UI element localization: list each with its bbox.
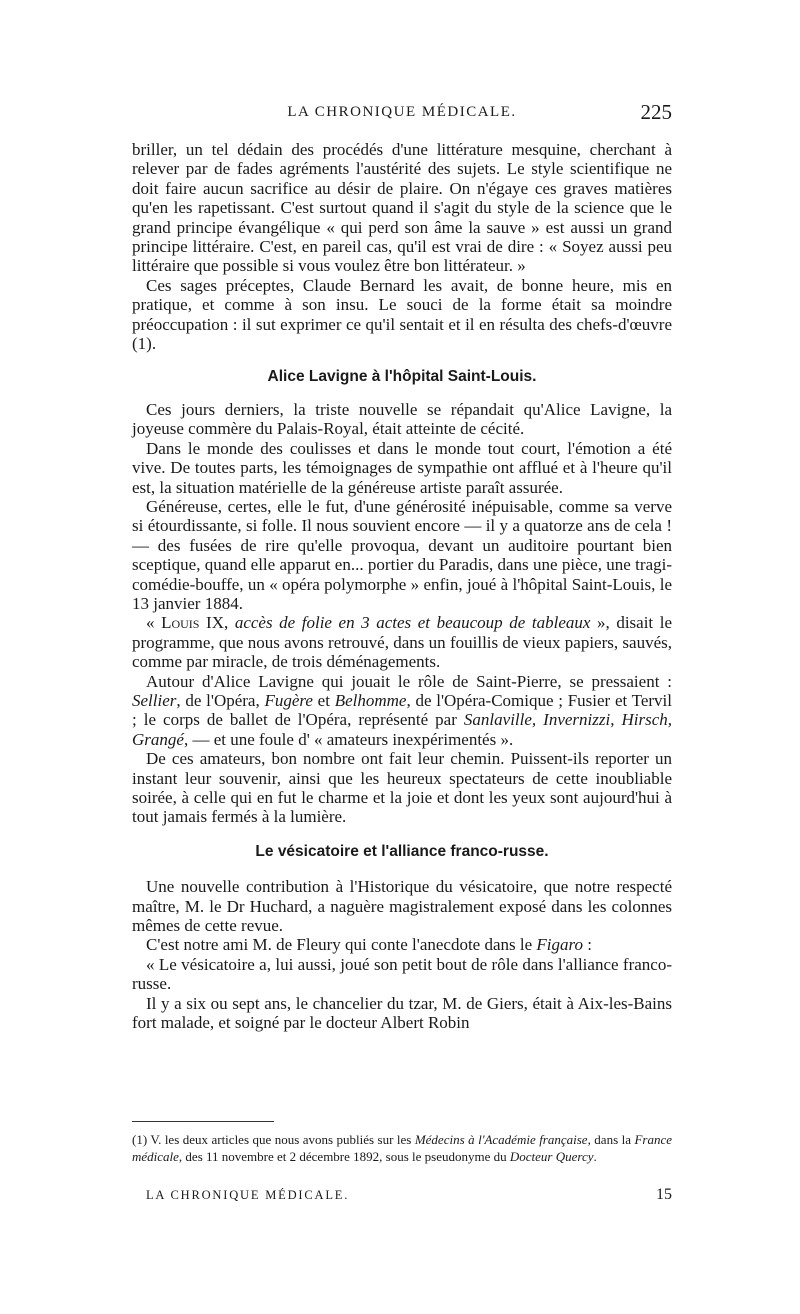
journal-title: LA CHRONIQUE MÉDICALE. <box>287 104 517 120</box>
running-footer <box>146 1188 672 1210</box>
paragraph <box>132 672 672 750</box>
paragraph <box>132 613 672 671</box>
footer-title: LA CHRONIQUE MÉDICALE. <box>146 1188 350 1202</box>
running-header <box>132 100 672 130</box>
text-run: , dans la <box>587 1132 635 1147</box>
text-run: (1) V. les deux articles que nous avons publiés sur les <box>132 1132 415 1147</box>
text-run: Belhomme <box>334 690 407 710</box>
text-run: , <box>223 613 235 633</box>
text-run: , — et une foule d' « amateurs inexpérimentés ». <box>183 729 514 749</box>
section-heading-vesicatoire: Le vésicatoire et l'alliance franco-russe. <box>255 842 549 860</box>
text-run: Docteur Quercy <box>509 1148 594 1164</box>
text-run: , des 11 novembre et 2 décembre 1892, sous le pseudonyme du <box>178 1148 510 1164</box>
text-run: Figaro <box>536 935 584 955</box>
paragraph: Généreuse, certes, elle le fut, d'une générosité inépuisable, comme sa verve si étourdissante, si folle. Il nous souvient encore — il y a quatorze ans de cela ! — des fusées de rire qu'elle provoqua, devant un auditoire pourtant bien sceptique, quand elle apparut en... portier du Paradis, dans une pièce, une tragi-comédie-bouffe, un « opéra polymorphe » enfin, joué à l'hôpital Saint-Louis, le 13 janvier 1884. <box>132 496 672 613</box>
text-run: », disait le programme, que nous avons retrouvé, dans un fouillis de vieux papiers, sauvés, comme par miracle, de trois déménagements. <box>132 613 672 672</box>
text-run: et <box>312 690 335 710</box>
text-run: . <box>593 1148 597 1164</box>
page-number: 225 <box>640 100 672 124</box>
article-body <box>132 140 672 1032</box>
paragraph: « Le vésicatoire a, lui aussi, joué son petit bout de rôle dans l'alliance franco-russe. <box>132 954 672 994</box>
text-run: accès de folie en 3 actes et beaucoup de tableaux <box>234 613 591 633</box>
text-run: Sanlaville, Invernizzi, Hirsch, Grangé <box>132 710 673 749</box>
text-run: , de l'Opéra, <box>176 690 265 710</box>
paragraph: Dans le monde des coulisses et dans le monde tout court, l'émotion a été vive. De toutes parts, les témoignages de sympathie ont afflué et à l'heure qu'il est, la situation matérielle de la généreuse artiste paraît assurée. <box>132 438 672 497</box>
footnote-divider <box>132 1121 274 1122</box>
section-heading-alice-lavigne: Alice Lavigne à l'hôpital Saint-Louis. <box>267 368 537 386</box>
text-run: Sellier <box>132 690 177 710</box>
paragraph: De ces amateurs, bon nombre ont fait leur chemin. Puissent-ils reporter un instant leur souvenir, ainsi que les heureux spectateurs de cette inoubliable soirée, à celle qui en fut le charme et la joie et dont les yeux sont aujourd'hui à tout jamais fermés à la lumière. <box>132 749 672 827</box>
signature-mark: 15 <box>656 1186 672 1203</box>
paragraph <box>132 935 672 954</box>
text-run: Autour d'Alice Lavigne qui jouait le rôle de Saint-Pierre, se pressaient : <box>146 671 672 691</box>
text-run: Louis IX <box>161 613 224 633</box>
text-run: « <box>146 613 162 633</box>
text-run: , de l'Opéra-Comique ; Fusier et Tervil ; le corps de ballet de l'Opéra, représenté par <box>132 690 672 730</box>
paragraph: Ces sages préceptes, Claude Bernard les avait, de bonne heure, mis en pratique, et comme à son insu. Le souci de la forme était sa moindre préoccupation : il sut exprimer ce qu'il sentait et il en résulta des chefs-d'œuvre (1). <box>132 275 672 354</box>
text-run: France médicale <box>132 1132 672 1164</box>
footnote <box>132 1132 672 1165</box>
paragraph: Ces jours derniers, la triste nouvelle se répandait qu'Alice Lavigne, la joyeuse commère du Palais-Royal, était atteinte de cécité. <box>132 399 672 439</box>
text-run: : <box>583 935 592 955</box>
text-run: Fugère <box>264 690 313 710</box>
text-run: C'est notre ami M. de Fleury qui conte l'anecdote dans le <box>146 935 537 955</box>
paragraph: Une nouvelle contribution à l'Historique du vésicatoire, que notre respecté maître, M. le Dr Huchard, a naguère magistralement exposé dans les colonnes mêmes de cette revue. <box>132 877 672 936</box>
paragraph: briller, un tel dédain des procédés d'une littérature mesquine, cherchant à relever par de fades agréments l'austérité des sujets. Le style scientifique ne doit faire aucun sacrifice au désir de plaire. On n'égaye ces graves matières qu'en les rapetissant. C'est surtout quand il s'agit du style de la science que le grand principe évangélique « qui perd son âme la sauve » est aussi un grand principe littéraire. C'est, en pareil cas, qu'il est vrai de dire : « Soyez aussi peu littéraire que possible si vous voulez être bon littérateur. » <box>132 140 672 276</box>
text-run: Médecins à l'Académie française <box>414 1132 588 1147</box>
paragraph: Il y a six ou sept ans, le chancelier du tzar, M. de Giers, était à Aix-les-Bains fort malade, et soigné par le docteur Albert Robin <box>132 993 672 1033</box>
